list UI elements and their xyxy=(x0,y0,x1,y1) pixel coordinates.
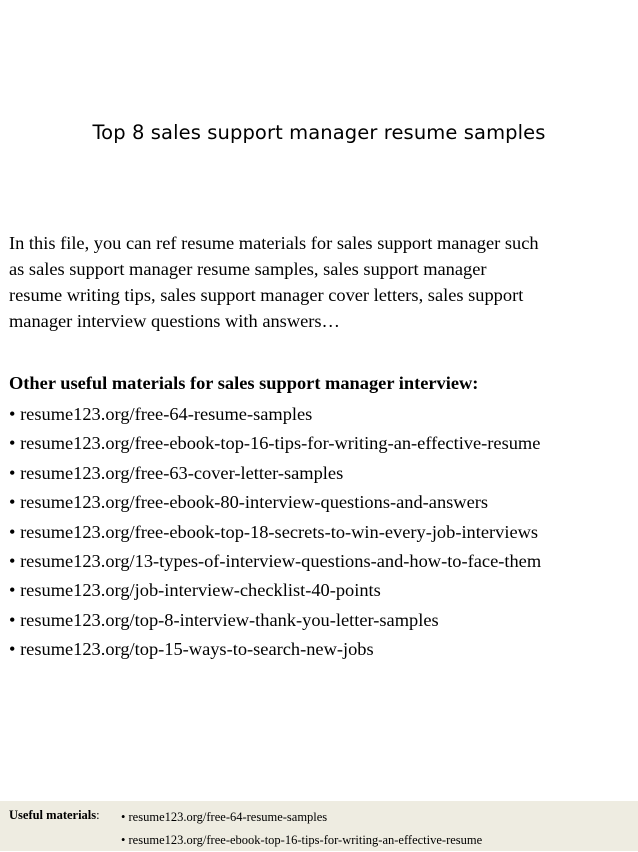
footer-label-separator: : xyxy=(96,808,100,822)
list-item xyxy=(9,429,541,458)
footer-label xyxy=(9,806,100,824)
bullet: • xyxy=(9,551,16,572)
list-item xyxy=(9,400,541,429)
list-item xyxy=(9,459,541,488)
material-link[interactable]: resume123.org/free-ebook-top-18-secrets-to-win-every-job-interviews xyxy=(20,521,539,542)
bullet: • xyxy=(9,639,16,660)
bullet: • xyxy=(9,404,16,424)
footer-links xyxy=(121,806,482,852)
material-link[interactable]: resume123.org/free-ebook-top-16-tips-for-writing-an-effective-resume xyxy=(20,433,541,454)
bullet: • xyxy=(9,609,16,630)
slide-title: Top 8 sales support manager resume samples xyxy=(92,121,546,144)
bullet: • xyxy=(121,810,126,824)
list-item xyxy=(9,488,541,517)
material-link[interactable]: resume123.org/free-63-cover-letter-samples xyxy=(20,462,344,483)
material-link[interactable]: resume123.org/top-8-interview-thank-you-letter-samples xyxy=(20,609,439,630)
intro-paragraph xyxy=(9,230,634,334)
intro-line: as sales support manager resume samples, sales support manager xyxy=(9,259,487,279)
bullet: • xyxy=(9,433,16,454)
footer-list-item xyxy=(121,806,482,829)
material-link[interactable]: resume123.org/top-15-ways-to-search-new-jobs xyxy=(20,639,374,660)
intro-line: manager interview questions with answers… xyxy=(9,311,340,331)
footer-link[interactable]: resume123.org/free-ebook-top-16-tips-for-writing-an-effective-resume xyxy=(128,833,483,847)
bullet: • xyxy=(9,580,16,601)
bullet: • xyxy=(121,833,126,847)
material-link[interactable]: resume123.org/free-ebook-80-interview-questions-and-answers xyxy=(20,492,489,513)
footer-list-item xyxy=(121,829,482,852)
list-item xyxy=(9,576,541,605)
intro-line: In this file, you can ref resume materials for sales support manager such xyxy=(9,233,539,253)
list-item xyxy=(9,518,541,547)
bullet: • xyxy=(9,492,16,513)
material-link[interactable]: resume123.org/free-64-resume-samples xyxy=(20,404,313,424)
footer-link[interactable]: resume123.org/free-64-resume-samples xyxy=(128,810,328,824)
material-link[interactable]: resume123.org/job-interview-checklist-40-points xyxy=(20,580,381,601)
list-item xyxy=(9,547,541,576)
list-item xyxy=(9,635,541,664)
materials-list xyxy=(9,400,541,665)
material-link[interactable]: resume123.org/13-types-of-interview-questions-and-how-to-face-them xyxy=(20,551,542,572)
footer-label-text: Useful materials xyxy=(9,808,97,822)
list-item xyxy=(9,606,541,635)
bullet: • xyxy=(9,521,16,542)
materials-heading: Other useful materials for sales support manager interview: xyxy=(9,373,479,393)
bullet: • xyxy=(9,462,16,483)
intro-line: resume writing tips, sales support manager cover letters, sales support xyxy=(9,285,524,305)
